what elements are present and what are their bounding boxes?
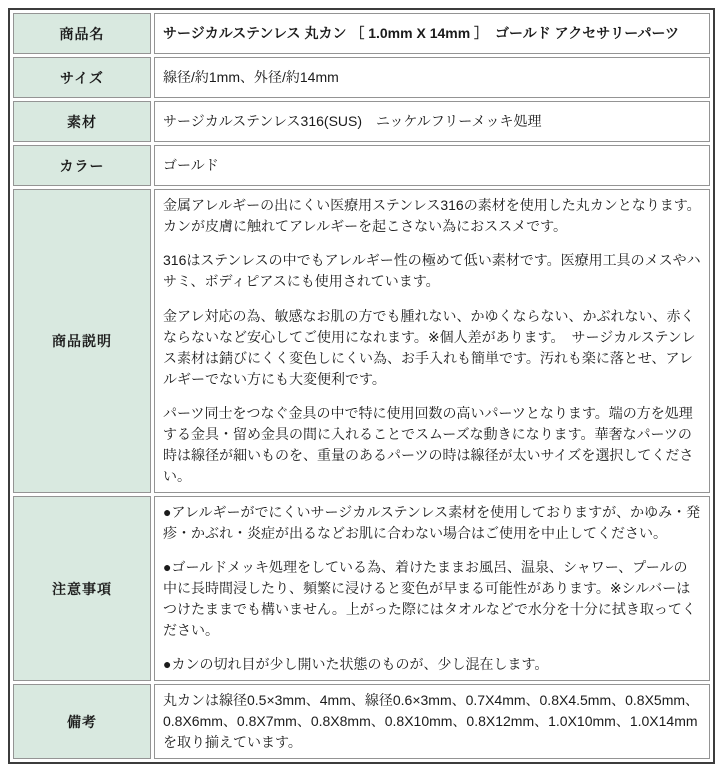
- row-label-product-name: 商品名: [13, 13, 151, 54]
- size-value: 線径/約1mm、外径/約14mm: [154, 57, 710, 98]
- table-row-color: [13, 145, 710, 186]
- description-paragraph: 316はステンレスの中でもアレルギー性の極めて低い素材です。医療用工具のメスやハサミ、ボディピアスにも使用されています。: [163, 252, 701, 290]
- description-paragraph: 金アレ対応の為、敏感なお肌の方でも腫れない、かゆくならない、かぶれない、赤くならないなど安心してご使用になれます。※個人差があります。 サージカルステンレス素材は錆びにくく変色しにくい為、お手入れも簡単です。汚れも楽に落とせ、アレルギーでない方にも大変便利です。: [163, 307, 696, 387]
- row-label-size: サイズ: [13, 57, 151, 98]
- description-value: [154, 189, 710, 493]
- caution-item: ●ゴールドメッキ処理をしている為、着けたままお風呂、温泉、シャワー、プールの中に長時間浸したり、頻繁に浸けると変色が早まる可能性があります。※シルバーはつけたままでも構いません。上がった際にはタオルなどで水分を十分に拭き取ってください。: [163, 559, 696, 639]
- product-name-value: サージカルステンレス 丸カン ［ 1.0mm X 14mm ］ ゴールド アクセサリーパーツ: [154, 13, 710, 54]
- color-value: ゴールド: [154, 145, 710, 186]
- table-row-material: [13, 101, 710, 142]
- product-spec-table: [8, 8, 715, 764]
- row-label-notes: 備考: [13, 684, 151, 759]
- material-value: サージカルステンレス316(SUS) ニッケルフリーメッキ処理: [154, 101, 710, 142]
- description-paragraph: 金属アレルギーの出にくい医療用ステンレス316の素材を使用した丸カンとなります。カンが皮膚に触れてアレルギーを起こさない為におススメです。: [163, 197, 701, 234]
- description-paragraph: パーツ同士をつなぐ金具の中で特に使用回数の高いパーツとなります。端の方を処理する金具・留め金具の間に入れることでスムーズな動きになります。華奢なパーツの時は線径が細いものを、重量のあるパーツの時は線径が太いサイズを選択してください。: [163, 404, 694, 484]
- row-label-color: カラー: [13, 145, 151, 186]
- caution-item: ●アレルギーがでにくいサージカルステンレス素材を使用しておりますが、かゆみ・発疹・かぶれ・炎症が出るなどお肌に合わない場合はご使用を中止してください。: [163, 503, 701, 541]
- row-label-cautions: 注意事項: [13, 496, 151, 682]
- table-row-product-name: [13, 13, 710, 54]
- table-row-size: [13, 57, 710, 98]
- cautions-value: [154, 496, 710, 682]
- row-label-description: 商品説明: [13, 189, 151, 493]
- row-label-material: 素材: [13, 101, 151, 142]
- notes-paragraph: 丸カンは線径0.5×3mm、4mm、線径0.6×3mm、0.7X4mm、0.8X4.5mm、0.8X5mm、0.8X6mm、0.8X7mm、0.8X8mm、0.8X10mm、0.8X12mm、1.0X10mm、1.0X14mmを取り揃えています。: [163, 692, 700, 751]
- caution-item: ●カンの切れ目が少し開いた状態のものが、少し混在します。: [163, 656, 549, 673]
- table-row-description: [13, 189, 710, 493]
- table-row-cautions: [13, 496, 710, 682]
